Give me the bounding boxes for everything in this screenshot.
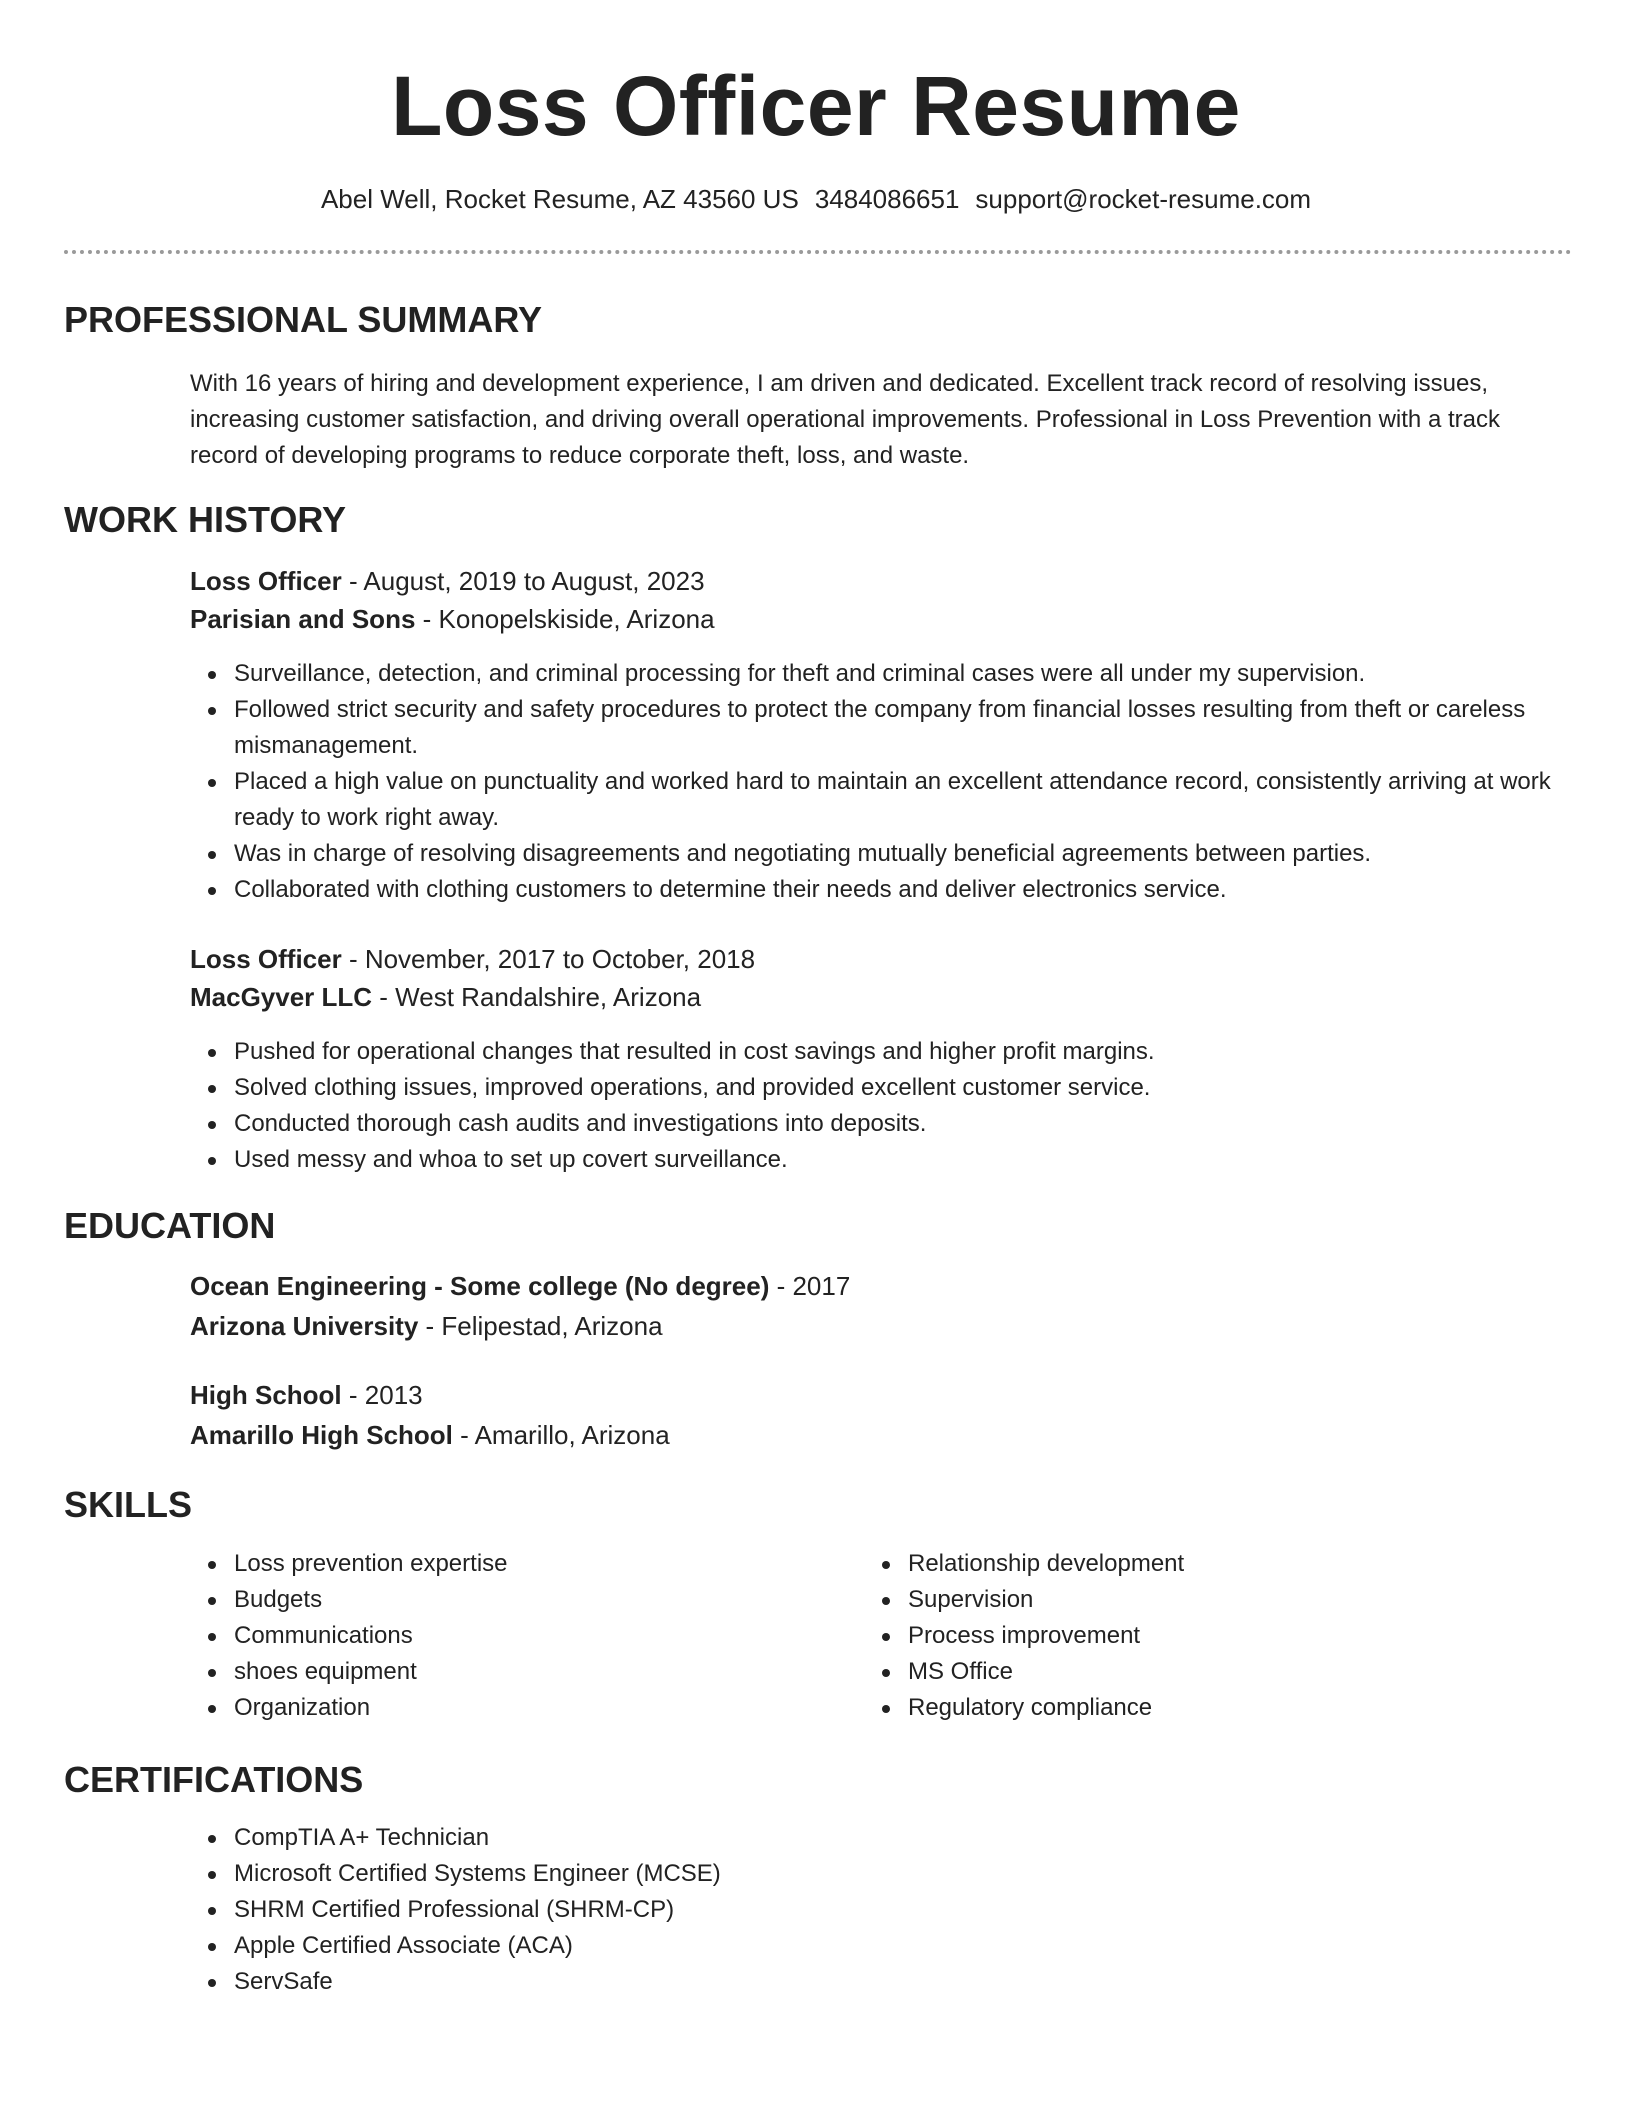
contact-line [0,182,1632,216]
education-degree-line [190,1377,423,1413]
list-item: Surveillance, detection, and criminal processing for theft and criminal cases were all under my supervision. [234,656,1570,692]
resume-title: Loss Officer Resume [391,59,1241,153]
job-title-line [190,563,705,599]
certifications-heading: CERTIFICATIONS [64,1759,364,1800]
education-year: - 2017 [769,1271,851,1301]
certification-item: CompTIA A+ Technician [234,1820,1234,1856]
certification-item: ServSafe [234,1964,1234,2000]
education-year: - 2013 [341,1380,423,1410]
summary-heading: PROFESSIONAL SUMMARY [64,299,543,340]
list-item: Followed strict security and safety procedures to protect the company from financial losses resulting from theft or careless mismanagement. [234,692,1570,764]
skill-item: Regulatory compliance [908,1690,1508,1726]
skill-item: shoes equipment [234,1654,834,1690]
skill-item: Relationship development [908,1546,1508,1582]
job-location: - West Randalshire, Arizona [372,982,702,1012]
skills-list-left [190,1546,834,1726]
list-item: Pushed for operational changes that resulted in cost savings and higher profit margins. [234,1034,1570,1070]
list-item: Solved clothing issues, improved operations, and provided excellent customer service. [234,1070,1570,1106]
skill-item: Loss prevention expertise [234,1546,834,1582]
education-school: Arizona University [190,1311,419,1341]
certification-item: Microsoft Certified Systems Engineer (MCSE) [234,1856,1234,1892]
list-item: Placed a high value on punctuality and worked hard to maintain an excellent attendance record, consistently arriving at work ready to work right away. [234,764,1570,836]
header-divider [64,250,1572,254]
job-title-line [190,941,755,977]
certification-item: SHRM Certified Professional (SHRM-CP) [234,1892,1234,1928]
job-dates: - August, 2019 to August, 2023 [341,566,705,596]
education-location: - Amarillo, Arizona [452,1420,670,1450]
skill-item: Process improvement [908,1618,1508,1654]
job-dates: - November, 2017 to October, 2018 [341,944,756,974]
skill-item: Budgets [234,1582,834,1618]
job-title: Loss Officer [190,566,342,596]
job-company: MacGyver LLC [190,982,373,1012]
skill-item: MS Office [908,1654,1508,1690]
education-degree: Ocean Engineering - Some college (No degree) [190,1271,770,1301]
contact-phone: 3484086651 [814,184,960,214]
skill-item: Communications [234,1618,834,1654]
work-history-heading: WORK HISTORY [64,499,347,540]
job-title: Loss Officer [190,944,342,974]
list-item: Collaborated with clothing customers to determine their needs and deliver electronics service. [234,872,1570,908]
education-heading: EDUCATION [64,1205,276,1246]
certification-item: Apple Certified Associate (ACA) [234,1928,1234,1964]
job-company-line [190,979,701,1015]
list-item: Conducted thorough cash audits and investigations into deposits. [234,1106,1570,1142]
education-school-line [190,1417,670,1453]
skill-item: Organization [234,1690,834,1726]
education-school: Amarillo High School [190,1420,453,1450]
job-location: - Konopelskiside, Arizona [415,604,715,634]
contact-address: Abel Well, Rocket Resume, AZ 43560 US [320,184,799,214]
summary-text: With 16 years of hiring and development experience, I am driven and dedicated. Excellent track record of resolving issues, increasing customer satisfaction, and driving overall operational improvements. Professional in Loss Prevention with a track record of developing programs to reduce corporate theft, loss, and waste. [190,370,1500,469]
education-degree: High School [190,1380,342,1410]
list-item: Used messy and whoa to set up covert surveillance. [234,1142,1570,1178]
education-degree-line [190,1268,850,1304]
education-location: - Felipestad, Arizona [418,1311,663,1341]
skills-list-right [864,1546,1508,1726]
job-bullets [190,1034,1570,1178]
list-item: Was in charge of resolving disagreements and negotiating mutually beneficial agreements between parties. [234,836,1570,872]
certifications-list [190,1820,1234,2000]
job-company: Parisian and Sons [190,604,416,634]
education-school-line [190,1308,663,1344]
job-company-line [190,601,715,637]
job-bullets [190,656,1570,908]
skill-item: Supervision [908,1582,1508,1618]
skills-heading: SKILLS [64,1484,193,1525]
contact-email: support@rocket-resume.com [975,184,1312,214]
